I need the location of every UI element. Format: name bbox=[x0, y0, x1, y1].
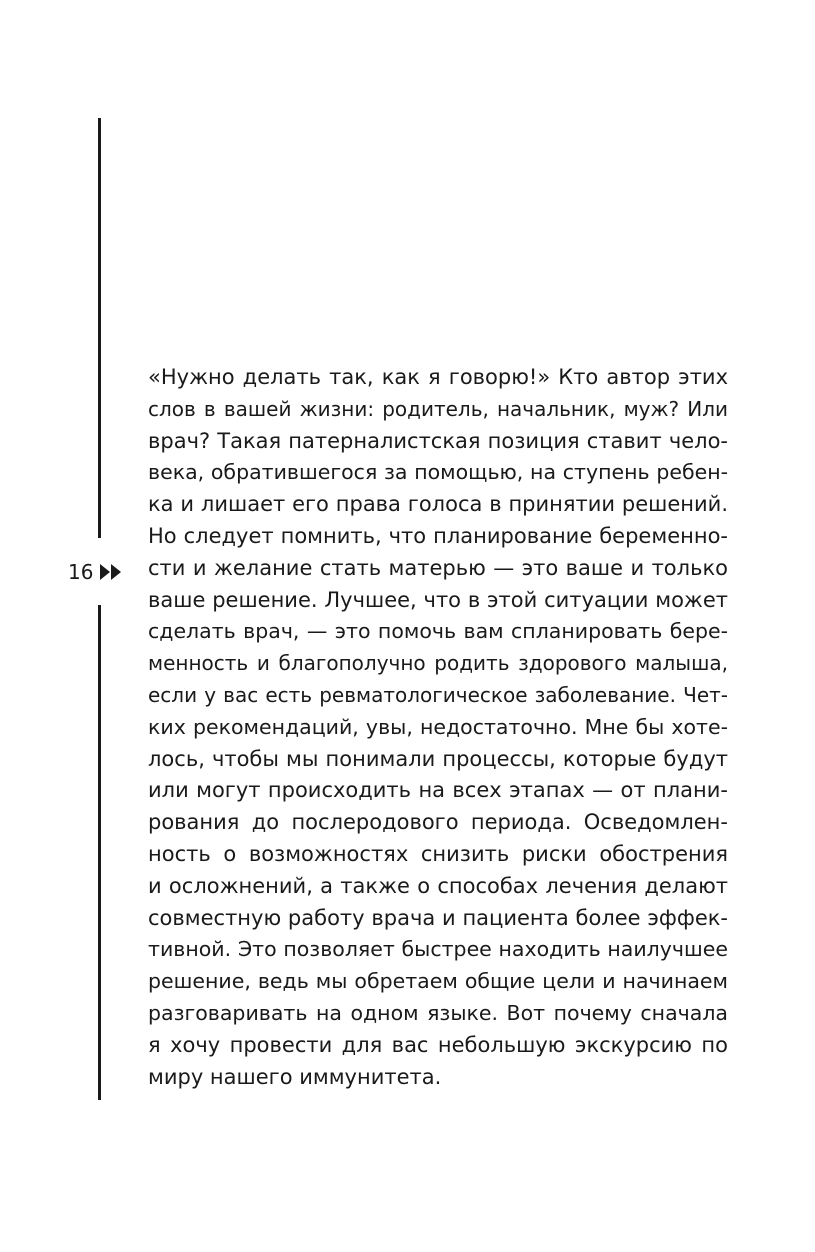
margin-rule-top bbox=[98, 118, 101, 538]
text-line: если у вас есть ревматологическое заболевание. Чет- bbox=[148, 682, 728, 707]
body-paragraph bbox=[148, 362, 728, 1093]
text-line: ких рекомендаций, увы, недостаточно. Мне бы хоте- bbox=[148, 714, 728, 739]
text-line: менность и благополучно родить здорового малыша, bbox=[148, 651, 728, 676]
text-line: сделать врач, — это помочь вам спланировать бере- bbox=[148, 619, 728, 644]
double-right-arrow-icon bbox=[100, 563, 122, 581]
margin-rule-bottom bbox=[98, 605, 101, 1100]
text-line: ваше решение. Лучшее, что в этой ситуации может bbox=[148, 587, 728, 612]
text-line: слов в вашей жизни: родитель, начальник, муж? Или bbox=[148, 396, 728, 421]
text-line: века, обратившегося за помощью, на ступень ребен- bbox=[148, 460, 728, 485]
text-line: рования до послеродового периода. Осведомлен- bbox=[148, 810, 728, 835]
text-line: я хочу провести для вас небольшую экскурсию по bbox=[148, 1032, 728, 1057]
text-line: миру нашего иммунитета. bbox=[148, 1064, 442, 1089]
text-line: и осложнений, а также о способах лечения делают bbox=[148, 873, 728, 898]
text-line: лось, чтобы мы понимали процессы, которые будут bbox=[148, 746, 728, 771]
text-line: ность о возможностях снизить риски обострения bbox=[148, 841, 728, 866]
text-line: или могут происходить на всех этапах — от плани- bbox=[148, 778, 728, 803]
text-line: ка и лишает его права голоса в принятии решений. bbox=[148, 492, 728, 517]
text-line: тивной. Это позволяет быстрее находить наилучшее bbox=[148, 937, 728, 962]
text-line: «Нужно делать так, как я говорю!» Кто автор этих bbox=[148, 365, 728, 389]
text-line: совместную работу врача и пациента более эффек- bbox=[148, 905, 728, 930]
text-line: врач? Такая патерналистская позиция ставит чело- bbox=[148, 428, 728, 453]
page-number: 16 bbox=[68, 560, 94, 584]
text-line: решение, ведь мы обретаем общие цели и начинаем bbox=[148, 969, 728, 994]
text-line: Но следует помнить, что планирование беременно- bbox=[148, 523, 728, 548]
text-line: сти и желание стать матерью — это ваше и только bbox=[148, 555, 728, 580]
text-line: разговаривать на одном языке. Вот почему сначала bbox=[148, 1000, 728, 1025]
